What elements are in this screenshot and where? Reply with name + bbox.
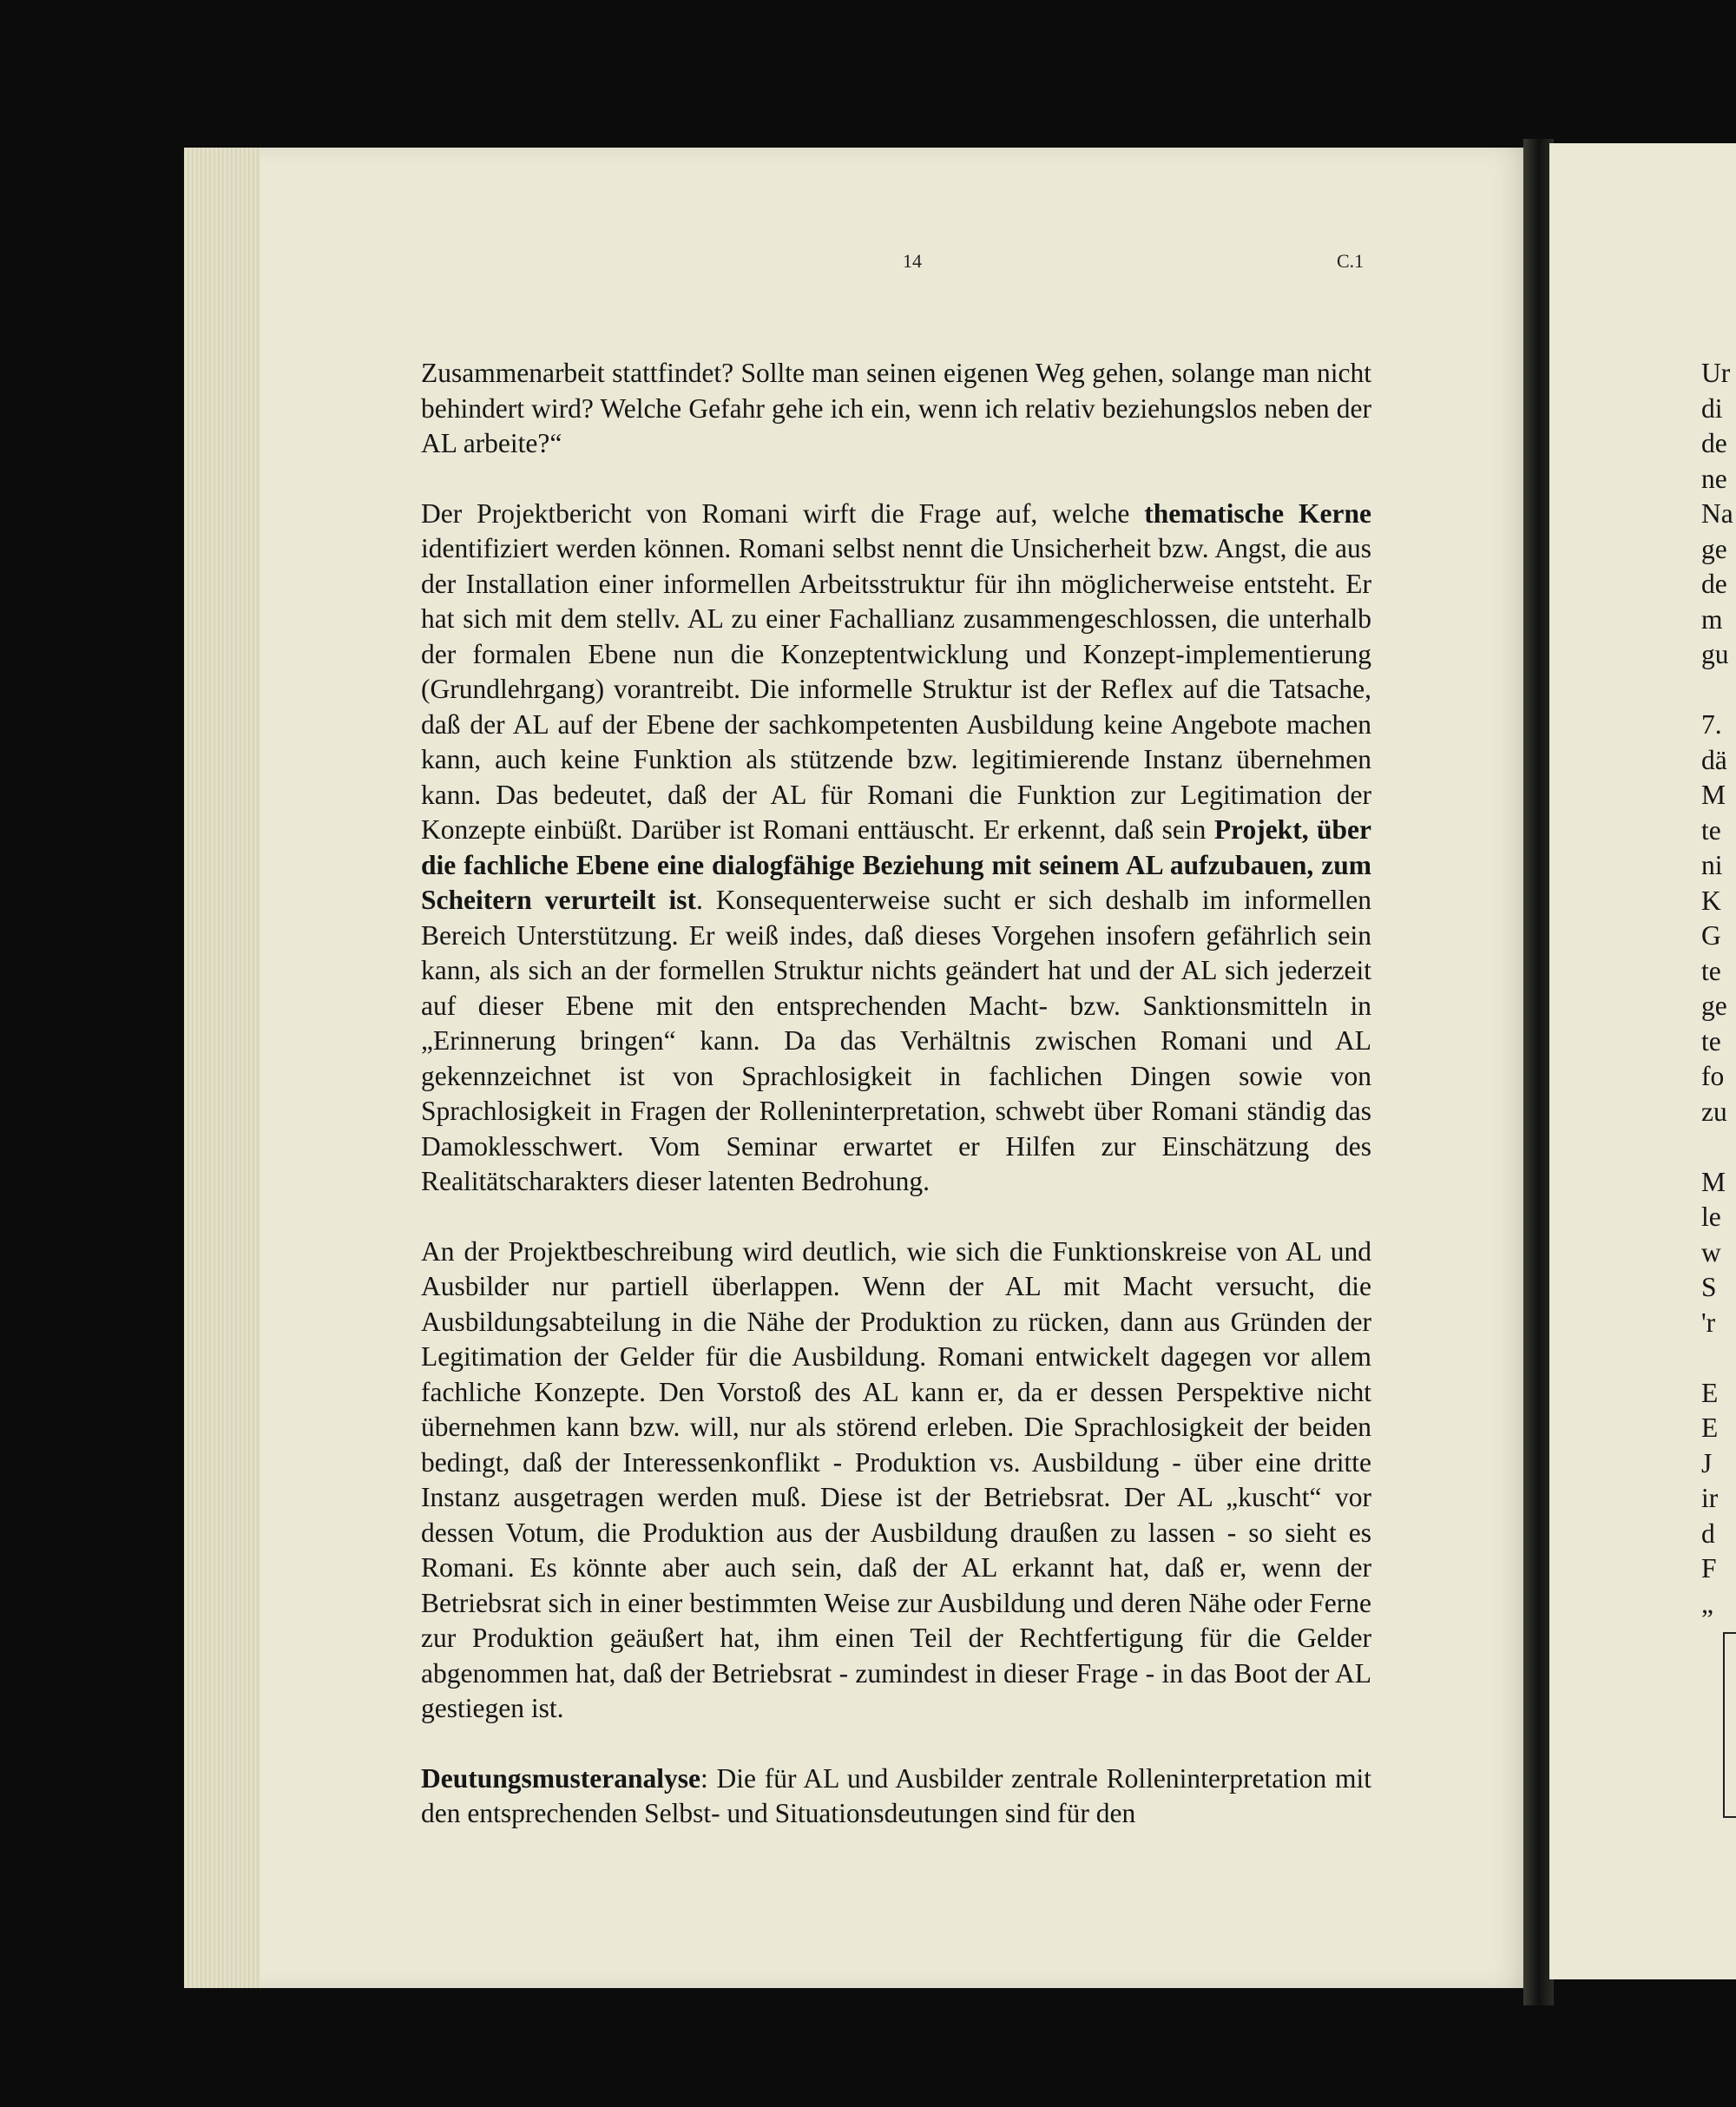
fragment-line: te	[1701, 1025, 1721, 1057]
fragment-line	[1701, 1340, 1733, 1376]
fragment-line: S	[1701, 1272, 1717, 1302]
page-number: 14	[903, 250, 922, 272]
fragment-line: de	[1701, 569, 1727, 599]
bold-run: Deutungsmusteranalyse	[421, 1762, 701, 1794]
fragment-line: le	[1701, 1202, 1721, 1232]
fragment-line: J	[1701, 1447, 1713, 1478]
paragraph	[421, 356, 1371, 462]
fragment-line: K	[1701, 885, 1721, 916]
paragraph	[421, 497, 1371, 1200]
fragment-line: d	[1701, 1518, 1715, 1549]
fragment-line: fo	[1701, 1061, 1725, 1091]
body-text	[421, 356, 1371, 1867]
fragment-line: di	[1701, 392, 1723, 424]
fragment-line: ne	[1701, 463, 1727, 494]
fragment-line: M	[1701, 780, 1726, 810]
fragment-line: gu	[1701, 639, 1729, 669]
fragment-line: 'r	[1701, 1307, 1716, 1338]
fragment-line: G	[1701, 920, 1721, 951]
fragment-line: ge	[1701, 533, 1727, 564]
fragment-line: te	[1701, 955, 1721, 986]
bold-run: Projekt, über die fachliche Ebene eine dialogfähige Beziehung mit seinem AL aufzubauen, zum Scheitern verurteilt ist	[421, 814, 1371, 915]
right-page-boxed-fragment	[1723, 1632, 1736, 1818]
section-label: C.1	[1337, 250, 1364, 272]
fragment-line: Ur	[1701, 358, 1731, 388]
fragment-line: F	[1701, 1553, 1717, 1584]
fragment-line: ir	[1701, 1483, 1719, 1513]
fragment-line: „	[1701, 1588, 1713, 1619]
fragment-line: ni	[1701, 850, 1723, 880]
fragment-line: m	[1701, 603, 1723, 635]
fragment-line: zu	[1701, 1096, 1727, 1127]
text-run: Der Projektbericht von Romani wirft die Frage auf, welche	[421, 497, 1145, 529]
fragment-line: de	[1701, 428, 1727, 458]
fragment-line: E	[1701, 1412, 1719, 1443]
fragment-line: ge	[1701, 991, 1727, 1021]
fragment-line	[1701, 1129, 1733, 1165]
fragment-line: Na	[1701, 498, 1733, 529]
text-run: : Die für AL und Ausbilder zentrale Rolleninterpretation mit den entsprechenden Selbst- und Situationsdeutungen sind für den	[421, 1762, 1371, 1828]
text-run: . Konsequenterweise sucht er sich deshalb im informellen Bereich Unterstützung. Er weiß indes, daß dieses Vorgehen insofern gefährlich sein kann, als sich an der formellen Struktur nichts geändert hat und der AL sich jederzeit auf dieser Ebene mit den entsprechenden Macht- bzw. Sanktionsmitteln in „Erinnerung bringen“ kann. Da das Verhältnis zwischen Romani und AL gekennzeichnet ist von Sprachlosigkeit in fachlichen Dingen sowie von Sprachlosigkeit in Fragen der Rolleninterpretation, schwebt über Romani ständig das Damoklesschwert. Vom Seminar erwartet er Hilfen zur Einschätzung des Realitätscharakters dieser latenten Bedrohung.	[421, 885, 1371, 1196]
right-page-text-fragments	[1701, 356, 1733, 1622]
fragment-line: E	[1701, 1377, 1719, 1408]
paragraph	[421, 1235, 1371, 1727]
text-run: An der Projektbeschreibung wird deutlich, wie sich die Funktionskreise von AL und Ausbilder nur partiell überlappen. Wenn der AL mit Macht versucht, die Ausbildungsabteilung in die Nähe der Produktion zu rücken, dann aus Gründen der Legitimation der Gelder für die Ausbildung. Romani entwickelt dagegen vor allem fachliche Konzepte. Den Vorstoß des AL kann er, da er dessen Perspektive nicht übernehmen kann bzw. will, nur als störend erleben. Die Sprachlosigkeit der beiden bedingt, daß der Interessenkonflikt - Produktion vs. Ausbildung - über eine dritte Instanz ausgetragen werden muß. Diese ist der Betriebsrat. Der AL „kuscht“ vor dessen Votum, die Produktion aus der Ausbildung draußen zu lassen - so sieht es Romani. Es könnte aber auch sein, daß der AL erkannt hat, daß er, wenn der Betriebsrat sich in einer bestimmten Weise zur Ausbildung und deren Nähe oder Ferne zur Produktion geäußert hat, ihm einen Teil der Rechtfertigung für die Gelder abgenommen hat, daß der Betriebsrat - zumindest in dieser Frage - in das Boot der AL gestiegen ist.	[421, 1235, 1371, 1723]
bold-run: thematische Kerne	[1144, 497, 1371, 529]
fragment-line: M	[1701, 1166, 1726, 1197]
text-run: Zusammenarbeit stattfindet? Sollte man seinen eigenen Weg gehen, solange man nicht behindert wird? Welche Gefahr gehe ich ein, wenn ich relativ beziehungslos neben der AL arbeite?“	[421, 358, 1371, 458]
fragment-line	[1701, 673, 1733, 708]
text-run: identifiziert werden können. Romani selbst nennt die Unsicherheit bzw. Angst, die aus der Installation einer informellen Arbeitsstruktur für ihn möglicherweise entsteht. Er hat sich mit dem stellv. AL zu einer Fachallianz zusammengeschlossen, die unterhalb der formalen Ebene nun die Konzeptentwicklung und Konzept-implementierung (Grundlehrgang) vorantreibt. Die informelle Struktur ist der Reflex auf die Tatsache, daß der AL auf der Ebene der sachkompetenten Ausbildung keine Angebote machen kann, auch keine Funktion als stützende bzw. legitimierende Instanz übernehmen kann. Das bedeutet, daß der AL für Romani die Funktion zur Legitimation der Konzepte einbüßt. Darüber ist Romani enttäuscht. Er erkennt, daß sein	[421, 533, 1371, 845]
fragment-line: 7.	[1701, 709, 1722, 740]
fragment-line: dä	[1701, 744, 1727, 775]
fragment-line: te	[1701, 814, 1721, 846]
fragment-line: w	[1701, 1236, 1721, 1267]
paragraph	[421, 1761, 1371, 1832]
